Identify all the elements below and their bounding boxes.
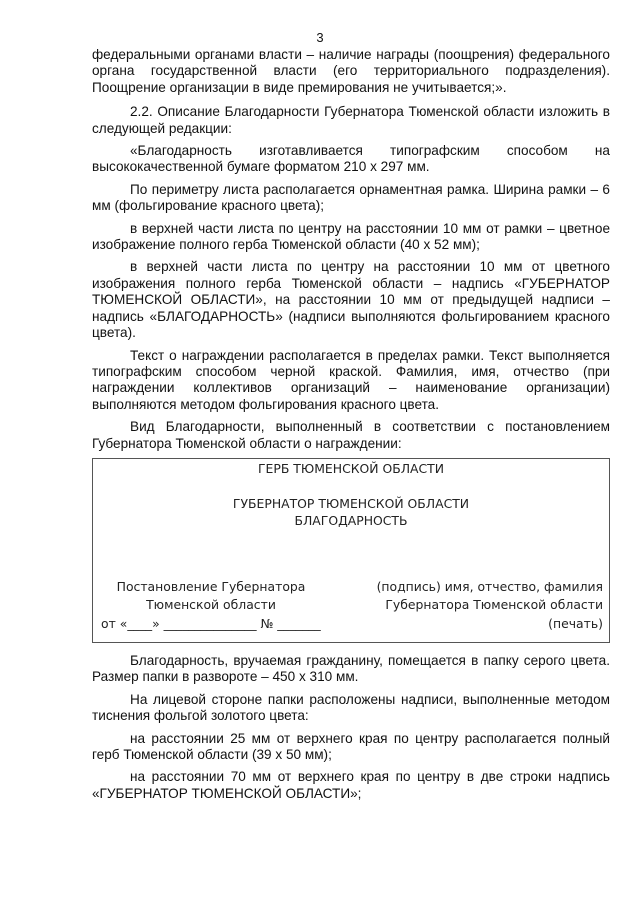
paragraph: На лицевой стороне папки расположены надписи, выполненные методом тиснения фольгой золотого цвета: xyxy=(92,691,610,724)
paragraph: По периметру листа располагается орнаментная рамка. Ширина рамки – 6 мм (фольгирование красного цвета); xyxy=(92,181,610,214)
paragraph: Благодарность, вручаемая гражданину, помещается в папку серого цвета. Размер папки в развороте – 450 х 310 мм. xyxy=(92,652,610,685)
sample-award-form xyxy=(92,458,610,643)
paragraph: на расстоянии 70 мм от верхнего края по центру в две строки надпись «ГУБЕРНАТОР ТЮМЕНСКОЙ ОБЛАСТИ»; xyxy=(92,769,610,801)
decree-date-number: от «____» _______________ № _______ xyxy=(101,615,321,631)
document-body xyxy=(92,47,610,808)
paragraph: 2.2. Описание Благодарности Губернатора Тюменской области изложить в следующей редакции: xyxy=(92,104,610,136)
award-title: БЛАГОДАРНОСТЬ xyxy=(294,512,408,528)
governor-title: ГУБЕРНАТОР ТЮМЕНСКОЙ ОБЛАСТИ xyxy=(232,495,470,511)
stamp-placeholder: (печать) xyxy=(548,615,603,631)
signature-line-2: Губернатора Тюменской области xyxy=(385,596,603,612)
paragraph: на расстоянии 25 мм от верхнего края по центру располагается полный герб Тюменской области (39 х 50 мм); xyxy=(92,730,610,762)
coat-of-arms-label: ГЕРБ ТЮМЕНСКОЙ ОБЛАСТИ xyxy=(257,460,445,476)
signature-line-1: (подпись) имя, отчество, фамилия xyxy=(376,578,603,594)
paragraph: Текст о награждении располагается в пределах рамки. Текст выполняется типографским способом черной краской. Фамилия, имя, отчество (при награждении коллективов организаций – наименование организации) выполняются методом фольгирования красного цвета. xyxy=(92,347,610,412)
decree-line-2: Тюменской области xyxy=(146,596,276,612)
decree-line-1: Постановление Губернатора xyxy=(116,578,306,594)
paragraph: в верхней части листа по центру на расстоянии 10 мм от рамки – цветное изображение полного герба Тюменской области (40 х 52 мм); xyxy=(92,220,610,253)
paragraph: «Благодарность изготавливается типографским способом на высококачественной бумаге форматом 210 х 297 мм. xyxy=(92,143,610,175)
paragraph: Вид Благодарности, выполненный в соответствии с постановлением Губернатора Тюменской области о награждении: xyxy=(92,419,610,451)
page-number: 3 xyxy=(316,30,324,45)
paragraph: в верхней части листа по центру на расстоянии 10 мм от цветного изображения полного герба Тюменской области – надпись «ГУБЕРНАТОР ТЮМЕНСКОЙ ОБЛАСТИ», на расстоянии 10 мм от предыдущей надписи – надпись «БЛАГОДАРНОСТЬ» (надписи выполняются фольгированием красного цвета). xyxy=(92,259,610,341)
paragraph: федеральными органами власти – наличие награды (поощрения) федерального органа государственной власти (его территориального подразделения). Поощрение организации в виде премирования не учитывается;». xyxy=(92,47,610,95)
